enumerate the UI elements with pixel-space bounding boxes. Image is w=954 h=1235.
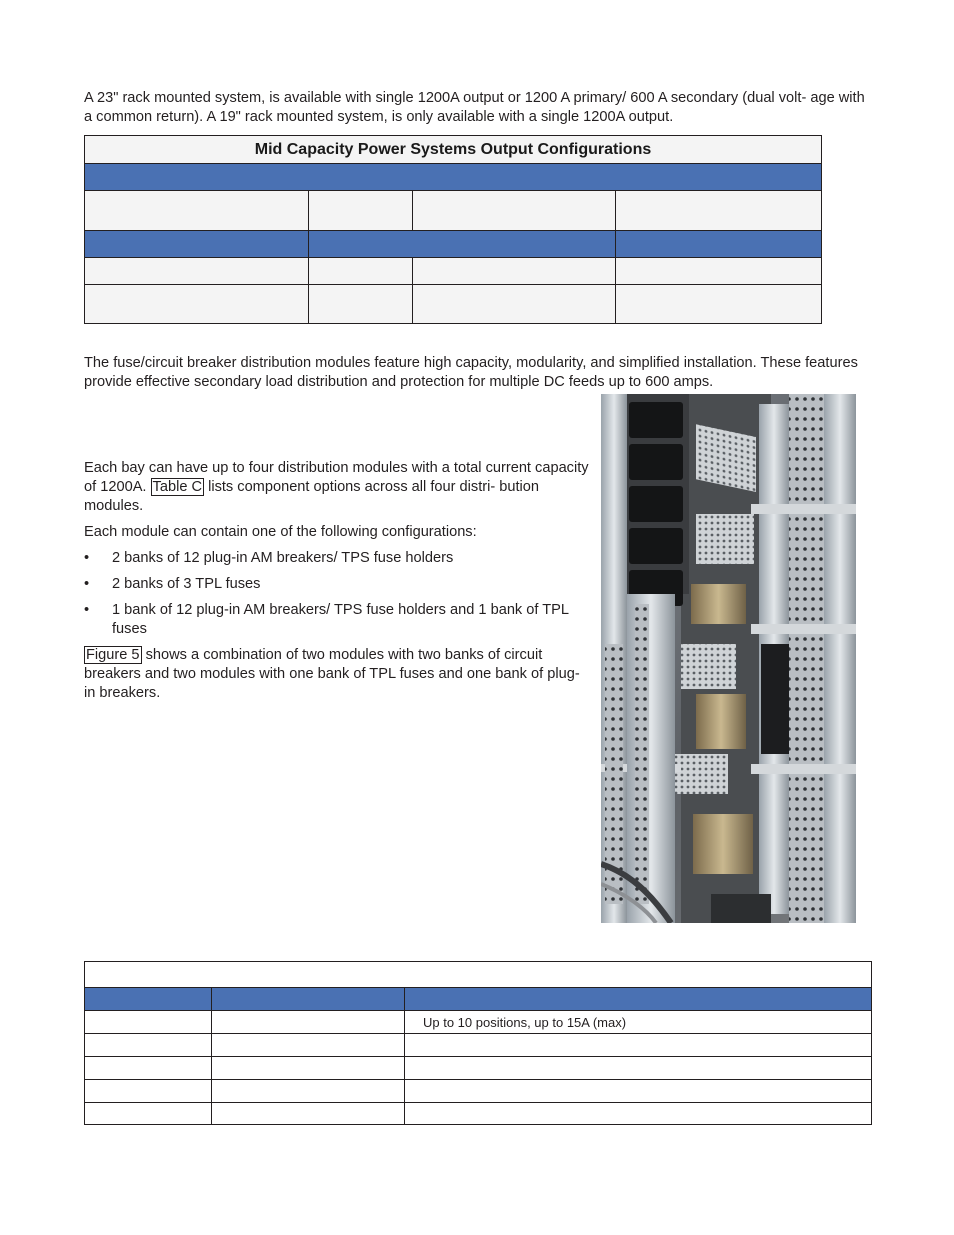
table-cell xyxy=(85,231,309,258)
table-row xyxy=(85,1057,872,1080)
distribution-module-illustration xyxy=(601,394,856,923)
table-cell xyxy=(85,1011,212,1034)
table-cell xyxy=(212,1103,405,1125)
table-cell xyxy=(413,258,616,285)
list-item: • 1 bank of 12 plug-in AM breakers/ TPS fuse holders and 1 bank of TPL fuses xyxy=(84,601,590,639)
component-table-title xyxy=(85,962,872,988)
table-cell xyxy=(405,1080,872,1103)
table-cell xyxy=(309,285,413,324)
table-cell xyxy=(85,258,309,285)
modules-text: lists component options across all four distri- bution modules. xyxy=(84,479,540,514)
table-cell xyxy=(405,1103,872,1125)
figure-5-link[interactable]: Figure 5 xyxy=(86,647,140,663)
table-cell xyxy=(85,1080,212,1103)
table-row xyxy=(85,1103,872,1125)
table-cell xyxy=(413,191,616,231)
figure-text: shows a combination of two modules with two banks of circuit breakers and two modules with one bank of TPL fuses and one bank of plug-in breakers. xyxy=(84,647,580,701)
table-row xyxy=(85,191,822,231)
table-cell xyxy=(212,1034,405,1057)
table-row xyxy=(85,258,822,285)
output-configurations-table xyxy=(84,135,822,324)
table-cell xyxy=(212,1057,405,1080)
table-cell xyxy=(85,164,822,191)
table-header-row xyxy=(85,988,872,1011)
table-row xyxy=(85,1080,872,1103)
intro-paragraph: A 23" rack mounted system, is available with single 1200A output or 1200 A primary/ 600 A secondary (dual volt- age with a common return). A 19" rack mounted system, is only available with a single 1200A output. xyxy=(84,90,865,125)
table-cell xyxy=(212,1080,405,1103)
table-c-link[interactable]: Table C xyxy=(152,479,203,495)
component-options-table xyxy=(84,961,872,1125)
configuration-list xyxy=(84,549,590,639)
list-item: • 2 banks of 3 TPL fuses xyxy=(84,575,590,594)
output-table-title: Mid Capacity Power Systems Output Configurations xyxy=(85,136,822,164)
table-cell xyxy=(616,231,822,258)
table-cell xyxy=(405,1057,872,1080)
list-item: • 2 banks of 12 plug-in AM breakers/ TPS fuse holders xyxy=(84,549,590,568)
configurations-intro: Each module can contain one of the following configurations: xyxy=(84,524,477,540)
table-cell xyxy=(413,285,616,324)
distribution-module-photo xyxy=(601,394,856,923)
table-cell xyxy=(212,988,405,1011)
table-cell xyxy=(405,1034,872,1057)
table-cell xyxy=(616,258,822,285)
table-cell xyxy=(85,1057,212,1080)
table-cell xyxy=(309,191,413,231)
modules-text: Each bay can have up to four distribution modules with a total current capacity of 1200A. xyxy=(84,460,589,495)
figure-paragraph xyxy=(84,646,590,703)
table-cell xyxy=(212,1011,405,1034)
table-row xyxy=(85,285,822,324)
table-header-row xyxy=(85,231,822,258)
table-cell xyxy=(85,191,309,231)
table-cell xyxy=(85,988,212,1011)
table-cell xyxy=(85,1103,212,1125)
table-cell xyxy=(85,285,309,324)
table-cell xyxy=(616,285,822,324)
table-cell xyxy=(616,191,822,231)
table-row xyxy=(85,1011,872,1034)
table-header-row xyxy=(85,164,822,191)
table-cell xyxy=(309,231,616,258)
modules-paragraph xyxy=(84,459,590,516)
table-cell xyxy=(85,1034,212,1057)
table-cell: Up to 10 positions, up to 15A (max) xyxy=(405,1011,872,1034)
table-row xyxy=(85,1034,872,1057)
table-cell xyxy=(405,988,872,1011)
distribution-paragraph: The fuse/circuit breaker distribution modules feature high capacity, modularity, and simplified installation. These features provide effective secondary load distribution and protection for multiple DC feeds up to 600 amps. xyxy=(84,355,858,390)
table-cell xyxy=(309,258,413,285)
modules-section xyxy=(84,459,590,710)
